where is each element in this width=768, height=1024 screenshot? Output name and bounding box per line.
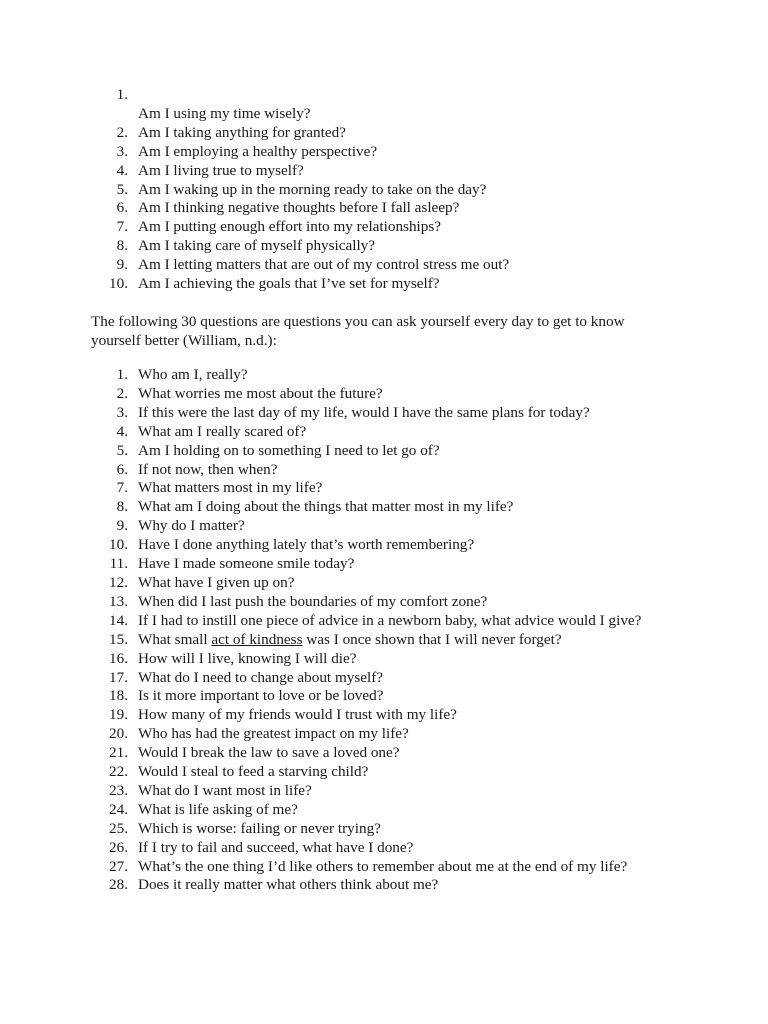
list-item-number: 7. bbox=[116, 218, 128, 236]
list-item bbox=[0, 181, 700, 200]
list-item-number: 18. bbox=[109, 687, 128, 705]
list-item-text: Have I done anything lately that’s worth remembering? bbox=[138, 536, 475, 554]
list-item bbox=[0, 218, 700, 237]
list-item-number: 13. bbox=[109, 592, 128, 610]
list-item bbox=[0, 124, 700, 143]
list-item bbox=[0, 479, 700, 498]
list-item bbox=[0, 801, 700, 820]
list-item bbox=[0, 687, 700, 706]
list-item-text: Would I steal to feed a starving child? bbox=[138, 763, 369, 781]
list-item-number: 25. bbox=[109, 819, 128, 837]
list-item bbox=[0, 199, 700, 218]
list-item-text: What’s the one thing I’d like others to remember about me at the end of my life? bbox=[138, 857, 628, 875]
list-item-number: 27. bbox=[109, 857, 128, 875]
list-item bbox=[0, 650, 700, 669]
list-item bbox=[0, 498, 700, 517]
list-item-text: Am I taking care of myself physically? bbox=[138, 237, 376, 255]
list-item-number: 1. bbox=[116, 366, 128, 383]
list-item-text: What am I doing about the things that matter most in my life? bbox=[138, 498, 514, 516]
list-item-text: What do I need to change about myself? bbox=[138, 668, 384, 686]
list-item-text: Have I made someone smile today? bbox=[138, 555, 355, 573]
list-item-text: What matters most in my life? bbox=[138, 479, 323, 497]
list-item bbox=[0, 86, 700, 124]
list-item bbox=[0, 517, 700, 536]
list-item-text: What do I want most in life? bbox=[138, 781, 312, 799]
list-item bbox=[0, 162, 700, 181]
list-item-number: 17. bbox=[109, 668, 128, 686]
list-item-number: 21. bbox=[109, 744, 128, 762]
list-item bbox=[0, 555, 700, 574]
list-item-text-before: What small bbox=[138, 630, 212, 648]
list-item-text: Who has had the greatest impact on my life? bbox=[138, 725, 409, 743]
list-item-text: What worries me most about the future? bbox=[138, 384, 383, 402]
list-item bbox=[0, 782, 700, 801]
list-item-number: 9. bbox=[116, 256, 128, 274]
list-item-number: 9. bbox=[116, 517, 128, 535]
list-item-text: Is it more important to love or be loved? bbox=[138, 687, 384, 705]
list-item-text: Am I living true to myself? bbox=[138, 161, 304, 179]
list-item-text: Am I using my time wisely? bbox=[138, 104, 311, 122]
list-item-text: Am I employing a healthy perspective? bbox=[138, 142, 378, 160]
list-item bbox=[0, 744, 700, 763]
list-item-number: 26. bbox=[109, 838, 128, 856]
intro-paragraph: The following 30 questions are questions you can ask yourself every day to get to know yourself better (William, n.d.): bbox=[91, 313, 625, 349]
list-item-text bbox=[138, 631, 700, 650]
list-item-number: 3. bbox=[116, 142, 128, 160]
list-item bbox=[0, 404, 700, 423]
list-item-number: 6. bbox=[116, 199, 128, 217]
list-item-number: 10. bbox=[109, 275, 128, 293]
list-item-text: Who am I, really? bbox=[138, 366, 248, 383]
list-item-text: Which is worse: failing or never trying? bbox=[138, 819, 381, 837]
list-item bbox=[0, 442, 700, 461]
list-item bbox=[0, 612, 700, 631]
list-item-number: 8. bbox=[116, 237, 128, 255]
list-item-text: If this were the last day of my life, would I have the same plans for today? bbox=[138, 403, 590, 421]
list-item bbox=[0, 366, 700, 385]
list-item-number: 2. bbox=[116, 123, 128, 141]
list-item bbox=[0, 820, 700, 839]
list-item bbox=[0, 725, 700, 744]
list-item bbox=[0, 706, 700, 725]
list-item-text-after: was I once shown that I will never forget? bbox=[302, 630, 562, 648]
list-item-number: 1. bbox=[116, 86, 128, 103]
list-item-number: 20. bbox=[109, 725, 128, 743]
list-item-text: Am I taking anything for granted? bbox=[138, 123, 346, 141]
list-item-text: Am I waking up in the morning ready to take on the day? bbox=[138, 180, 487, 198]
list-item-number: 7. bbox=[116, 479, 128, 497]
list-item-number: 12. bbox=[109, 573, 128, 591]
list-item-number: 15. bbox=[109, 630, 128, 648]
list-item-text: When did I last push the boundaries of my comfort zone? bbox=[138, 592, 488, 610]
list-item-number: 5. bbox=[116, 180, 128, 198]
list-item-text: Am I thinking negative thoughts before I fall asleep? bbox=[138, 199, 460, 217]
list-item-number: 8. bbox=[116, 498, 128, 516]
list-item-number: 4. bbox=[116, 161, 128, 179]
act-of-kindness-link[interactable]: act of kindness bbox=[211, 630, 303, 648]
list-item-text: Why do I matter? bbox=[138, 517, 245, 535]
list-item-number: 6. bbox=[116, 460, 128, 478]
list-item bbox=[0, 631, 700, 650]
list-item bbox=[0, 858, 700, 877]
list-item-text: Would I break the law to save a loved one? bbox=[138, 744, 400, 762]
list-item-text: Am I putting enough effort into my relationships? bbox=[138, 218, 442, 236]
list-item-number: 28. bbox=[109, 876, 128, 894]
list-item bbox=[0, 275, 700, 294]
list-item-text: If I try to fail and succeed, what have I done? bbox=[138, 838, 414, 856]
list-item-text: What have I given up on? bbox=[138, 573, 295, 591]
list-item-text: How many of my friends would I trust with my life? bbox=[138, 706, 457, 724]
list-item-text: If not now, then when? bbox=[138, 460, 278, 478]
list-item bbox=[0, 669, 700, 688]
list-item bbox=[0, 143, 700, 162]
list-item bbox=[0, 423, 700, 442]
list-item bbox=[0, 461, 700, 480]
daily-check-questions-list bbox=[0, 86, 700, 294]
list-item bbox=[0, 385, 700, 404]
list-item bbox=[0, 536, 700, 555]
list-item-text: Am I letting matters that are out of my control stress me out? bbox=[138, 256, 510, 274]
list-item bbox=[0, 763, 700, 782]
list-item-number: 14. bbox=[109, 611, 128, 629]
list-item-number: 23. bbox=[109, 781, 128, 799]
list-item-number: 22. bbox=[109, 763, 128, 781]
list-item-text: If I had to instill one piece of advice in a newborn baby, what advice would I give? bbox=[138, 611, 642, 629]
list-item bbox=[0, 593, 700, 612]
list-item-number: 2. bbox=[116, 384, 128, 402]
list-item bbox=[0, 574, 700, 593]
list-item-number: 10. bbox=[109, 536, 128, 554]
list-item bbox=[0, 839, 700, 858]
list-item-number: 4. bbox=[116, 422, 128, 440]
list-item-number: 11. bbox=[109, 555, 128, 573]
list-item-text: Am I holding on to something I need to let go of? bbox=[138, 441, 440, 459]
list-item-text: What am I really scared of? bbox=[138, 422, 307, 440]
list-item-number: 3. bbox=[116, 403, 128, 421]
list-item-text: How will I live, knowing I will die? bbox=[138, 649, 357, 667]
list-item-number: 19. bbox=[109, 706, 128, 724]
list-item bbox=[0, 256, 700, 275]
list-item bbox=[0, 876, 700, 895]
list-item-text: Does it really matter what others think about me? bbox=[138, 876, 439, 894]
list-item-number: 24. bbox=[109, 800, 128, 818]
list-item-number: 5. bbox=[116, 441, 128, 459]
list-item-text: What is life asking of me? bbox=[138, 800, 298, 818]
list-item-text: Am I achieving the goals that I’ve set for myself? bbox=[138, 275, 440, 293]
list-item-number: 16. bbox=[109, 649, 128, 667]
list-item bbox=[0, 237, 700, 256]
self-knowledge-questions-list bbox=[0, 366, 700, 895]
